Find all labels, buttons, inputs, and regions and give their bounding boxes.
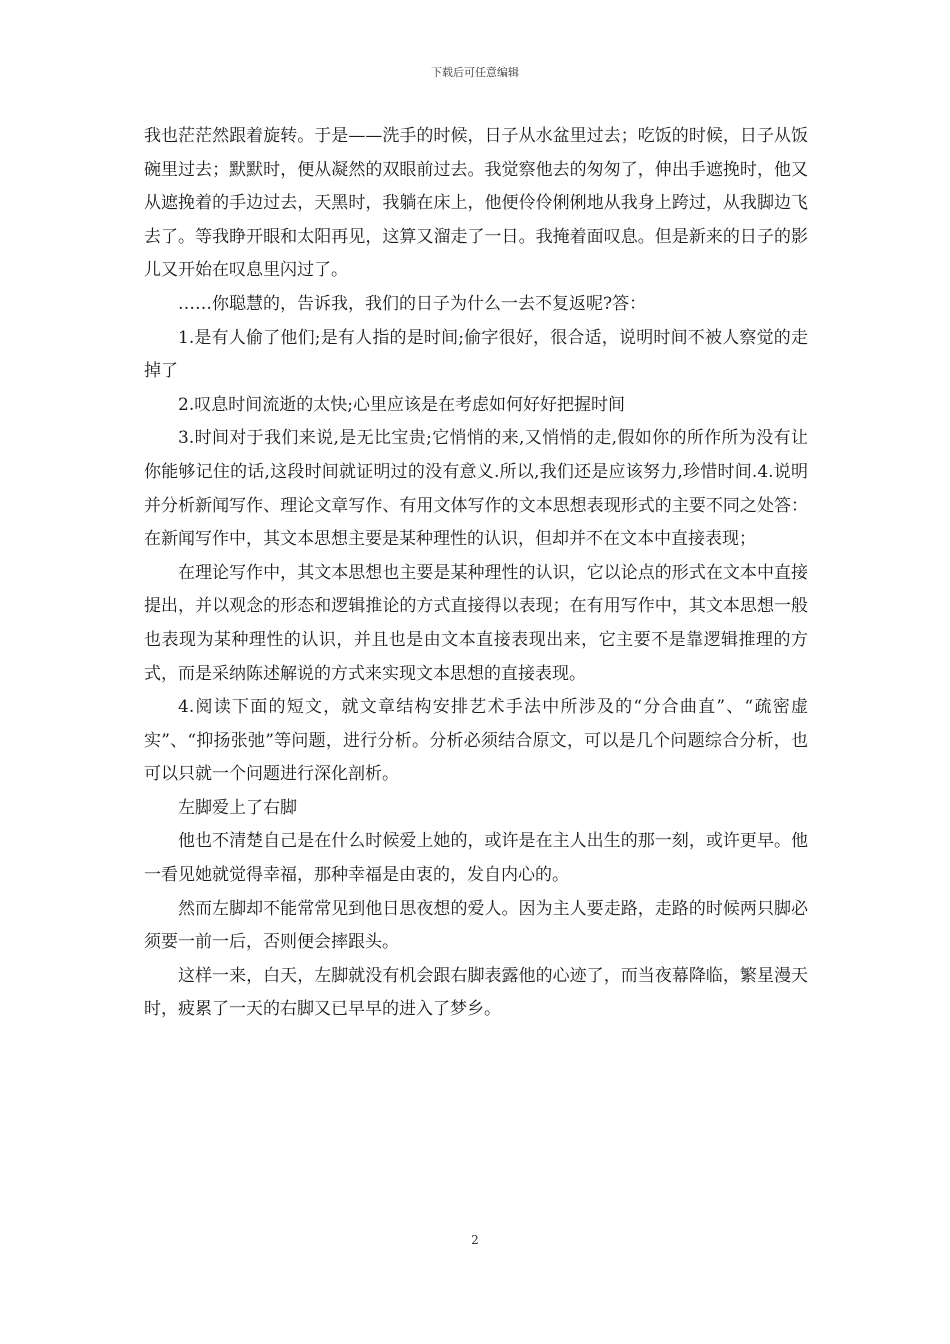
paragraph-3: 1.是有人偷了他们;是有人指的是时间;偷字很好，很合适，说明时间不被人察觉的走掉了 xyxy=(144,327,808,382)
story-title: 左脚爱上了右脚 xyxy=(178,797,297,818)
paragraph-10: 然而左脚却不能常常见到他日思夜想的爱人。因为主人要走路，走路的时候两只脚必须要一前一后，否则便会摔跟头。 xyxy=(144,898,808,953)
paragraph-6: 在理论写作中，其文本思想也主要是某种理性的认识，它以论点的形式在文本中直接提出，并以观念的形态和逻辑推论的方式直接得以表现；在有用写作中，其文本思想一般也表现为某种理性的认识，并且也是由文本直接表现出来，它主要不是靠逻辑推理的方式，而是采纳陈述解说的方式来实现文本思想的直接表现。 xyxy=(144,562,808,684)
page-number: 2 xyxy=(471,1233,479,1247)
paragraph-9: 他也不清楚自己是在什么时候爱上她的，或许是在主人出生的那一刻，或许更早。他一看见她就觉得幸福，那种幸福是由衷的，发自内心的。 xyxy=(144,831,808,886)
paragraph-5: 3.时间对于我们来说,是无比宝贵;它悄悄的来,又悄悄的走,假如你的所作所为没有让你能够记住的话,这段时间就证明过的没有意义.所以,我们还是应该努力,珍惜时间.4.说明并分析新闻写作、理论文章写作、有用文体写作的文本思想表现形式的主要不同之处答：在新闻写作中，其文本思想主要是某种理性的认识，但却并不在文本中直接表现； xyxy=(144,428,808,550)
paragraph-4: 2.叹息时间流逝的太快;心里应该是在考虑如何好好把握时间 xyxy=(178,394,625,415)
paragraph-2: ……你聪慧的，告诉我，我们的日子为什么一去不复返呢?答： xyxy=(178,293,647,314)
page-header: 下载后可任意编辑 xyxy=(431,66,519,79)
paragraph-1: 我也茫茫然跟着旋转。于是——洗手的时候，日子从水盆里过去；吃饭的时候，日子从饭碗里过去；默默时，便从凝然的双眼前过去。我觉察他去的匆匆了，伸出手遮挽时，他又从遮挽着的手边过去，天黑时，我躺在床上，他便伶伶俐俐地从我身上跨过，从我脚边飞去了。等我睁开眼和太阳再见，这算又溜走了一日。我掩着面叹息。但是新来的日子的影儿又开始在叹息里闪过了。 xyxy=(144,126,808,281)
document-body xyxy=(144,120,808,1027)
paragraph-7: 4.阅读下面的短文，就文章结构安排艺术手法中所涉及的“分合曲直”、“疏密虚实”、“抑扬张弛”等问题，进行分析。分析必须结合原文，可以是几个问题综合分析，也可以只就一个问题进行深化剖析。 xyxy=(144,697,808,785)
paragraph-11: 这样一来，白天，左脚就没有机会跟右脚表露他的心迹了，而当夜幕降临，繁星漫天时，疲累了一天的右脚又已早早的进入了梦乡。 xyxy=(144,965,808,1020)
